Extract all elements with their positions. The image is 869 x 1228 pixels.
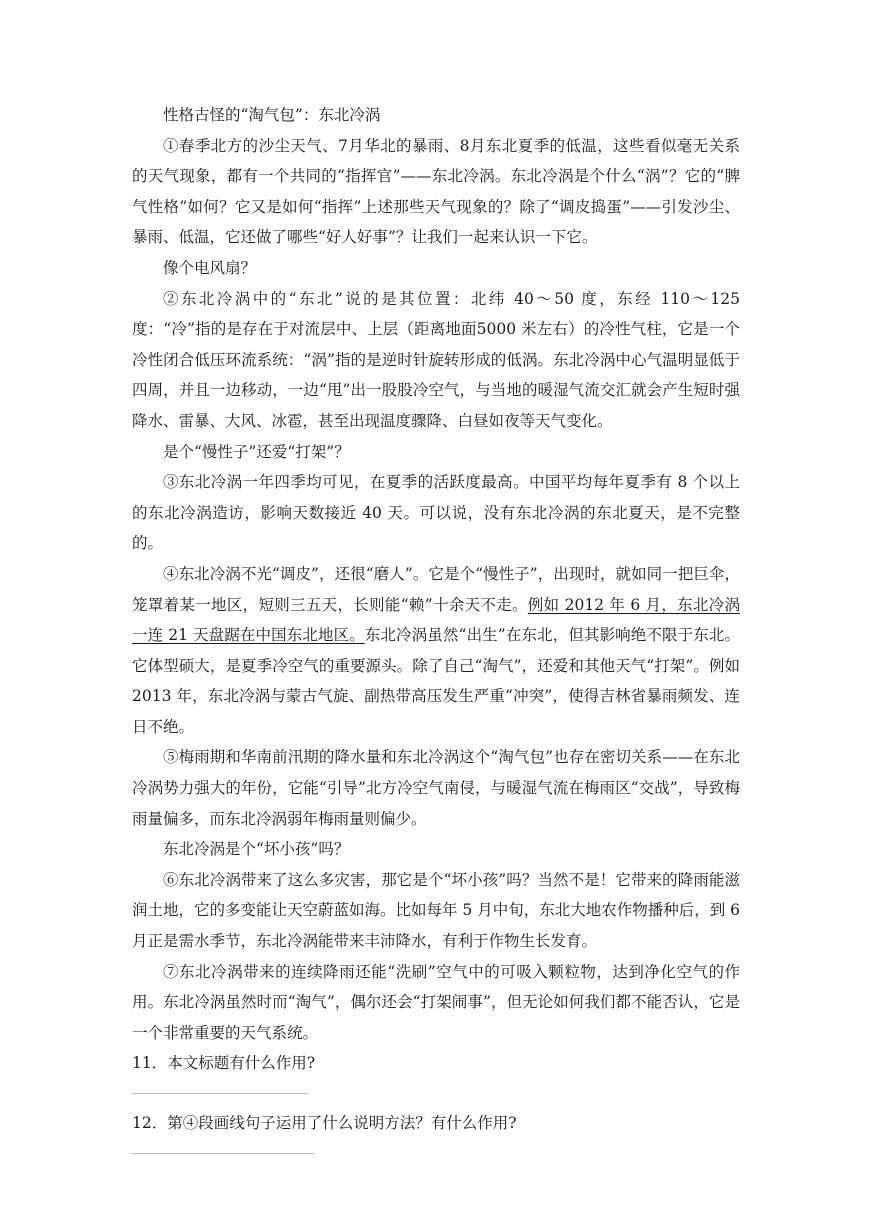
paragraph-6: ⑥东北冷涡带来了这么多灾害，那它是个“坏小孩”吗？当然不是！它带来的降雨能滋润土地，它的多变能让天空蔚蓝如海。比如每年 5 月中旬，东北大地农作物播种后，到 6 月正是需水季节，东北冷涡能带来丰沛降水，有利于作物生长发育。	[132, 870, 741, 951]
article-title: 性格古怪的“淘气包”：东北冷涡	[163, 106, 381, 124]
underlined-sentence: 例如 2012 年 6 月，东北冷涡一连 21 天盘踞在中国东北地区。	[132, 595, 740, 645]
paragraph-1: ①春季北方的沙尘天气、7月华北的暴雨、8月东北夏季的低温，这些看似毫无关系的天气现象，都有一个共同的“指挥官”——东北冷涡。东北冷涡是个什么“涡”？它的“脾气性格”如何？它又是如何“指挥”上述那些天气现象的？除了“调皮捣蛋”——引发沙尘、暴雨、低温，它还做了哪些“好人好事”？让我们一起来认识一下它。	[132, 136, 740, 247]
paragraph-5: ⑤梅雨期和华南前汛期的降水量和东北冷涡这个“淘气包”也存在密切关系——在东北冷涡势力强大的年份，它能“引导”北方冷空气南侵，与暖湿气流在梅雨区“交战”，导致梅雨量偏多，而东北冷涡弱年梅雨量则偏少。	[132, 748, 740, 828]
paragraph-4-part-b: 东北冷涡虽然“出生”在东北，但其影响绝不限于东北。它体型硕大，是夏季冷空气的重要源头。除了自己“淘气”，还爱和其他天气“打架”。例如 2013 年，东北冷涡与蒙古气旋、副热带高压发生严重“冲突”，使得吉林省暴雨频发、连日不绝。	[132, 626, 740, 736]
question-12: 12．第④段画线句子运用了什么说明方法？有什么作用?	[132, 1114, 517, 1132]
paragraph-7: ⑦东北冷涡带来的连续降雨还能“洗刷”空气中的可吸入颗粒物，达到净化空气的作用。东北冷涡虽然时而“淘气”，偶尔还会“打架闹事”，但无论如何我们都不能否认，它是一个非常重要的天气系统。	[132, 962, 740, 1042]
paragraph-3: ③东北冷涡一年四季均可见，在夏季的活跃度最高。中国平均每年夏季有 8 个以上的东北冷涡造访，影响天数接近 40 天。可以说，没有东北冷涡的东北夏天，是不完整的。	[132, 473, 740, 553]
paragraph-2: ②东北冷涡中的“东北”说的是其位置：北纬 40～50 度，东经 110～125 度：“冷”指的是存在于对流层中、上层（距离地面5000 米左右）的冷性气柱，它是一个冷性闭合低压环流系统：“涡”指的是逆时针旋转形成的低涡。东北冷涡中心气温明显低于四周，并且一边移动，一边“甩”出一股股冷空气，与当地的暖湿气流交汇就会产生短时强降水、雷暴、大风、冰雹，甚至出现温度骤降、白昼如夜等天气变化。	[132, 289, 740, 430]
section-heading-3: 东北冷涡是个“坏小孩”吗？	[163, 840, 350, 859]
question-11: 11．本文标题有什么作用?	[132, 1054, 316, 1073]
paragraph-4	[132, 559, 740, 743]
section-heading-1: 像个电风扇？	[163, 258, 257, 277]
paragraph-4-part-a: ④东北冷涡不光“调皮”，还很“磨人”。它是个“慢性子”，出现时，就如同一把巨伞，笼罩着某一地区，短则三五天，长则能“赖”十余天不走。	[132, 564, 740, 614]
section-heading-2: 是个“慢性子”还爱“打架”？	[163, 442, 350, 461]
answer-line-12[interactable]	[132, 1153, 315, 1154]
article	[132, 100, 740, 1154]
